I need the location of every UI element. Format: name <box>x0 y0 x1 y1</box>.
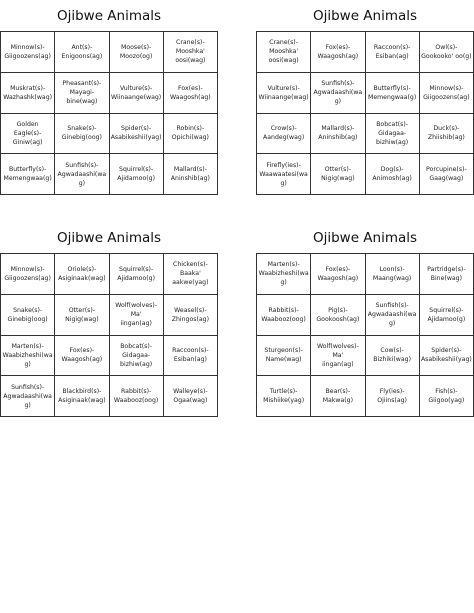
grid-cell: Mallard(s)- Aninshib(ag) <box>163 154 217 195</box>
bingo-grid <box>0 253 218 417</box>
grid-cell: Spider(s)- Asabikeshii(yag) <box>109 113 163 154</box>
bingo-card-1 <box>0 6 218 187</box>
grid-cell: Sunfish(s)- Agwadaashi(wag) <box>365 294 419 335</box>
bingo-card-3 <box>0 228 218 409</box>
grid-cell: Crow(s)- Aandeg(wag) <box>257 113 311 154</box>
grid-cell: Fly(ies)- Ojiins(ag) <box>365 376 419 417</box>
grid-row <box>1 113 218 154</box>
grid-cell: Dog(s)- Animosh(ag) <box>365 154 419 195</box>
grid-cell: Pheasant(s)- Mayagi-bine(wag) <box>55 72 109 113</box>
grid-cell: Bear(s)- Makwa(g) <box>311 376 365 417</box>
grid-cell: Butterfly(s)- Memengwaa(g) <box>1 154 55 195</box>
grid-cell: Ant(s)- Enigoons(ag) <box>55 32 109 73</box>
card-title: Ojibwe Animals <box>312 8 418 24</box>
grid-cell: Muskrat(s)- Wazhashk(wag) <box>1 72 55 113</box>
grid-cell: Cow(s)- Bizhiki(wag) <box>365 335 419 376</box>
grid-cell: Otter(s)- Nigig(wag) <box>55 294 109 335</box>
grid-row <box>257 113 474 154</box>
grid-cell: Pig(s)- Gookoosh(ag) <box>311 294 365 335</box>
grid-cell: Loon(s)- Maang(wag) <box>365 254 419 295</box>
grid-cell: Partridge(s)- Bine(wag) <box>419 254 473 295</box>
grid-cell: Otter(s)- Nigig(wag) <box>311 154 365 195</box>
grid-cell: Butterfly(s)- Memengwaa(g) <box>365 72 419 113</box>
grid-row <box>1 72 218 113</box>
grid-cell: Bobcat(s)- Gidagaa- bizhiw(ag) <box>365 113 419 154</box>
grid-cell: Moose(s)- Moozo(og) <box>109 32 163 73</box>
grid-row <box>257 254 474 295</box>
grid-cell: Vulture(s)- Wiinaange(wag) <box>109 72 163 113</box>
grid-cell: Sunfish(s)- Agwadaashi(wag) <box>55 154 109 195</box>
grid-cell: Walleye(s)- Ogaa(wag) <box>163 376 217 417</box>
grid-cell: Robin(s)- Opichi(wag) <box>163 113 217 154</box>
card-title: Ojibwe Animals <box>56 8 162 24</box>
grid-row <box>1 154 218 195</box>
grid-cell: Oriole(s)- Asiginaak(wag) <box>55 254 109 295</box>
grid-cell: Owl(s)- Gookooko' oo(g) <box>419 32 473 73</box>
grid-cell: Snake(s)- Ginebig(oog) <box>55 113 109 154</box>
grid-cell: Sunfish(s)- Agwadaashi(wag) <box>1 376 55 417</box>
grid-cell: Chicken(s)- Baaka' aakwe(yag) <box>163 254 217 295</box>
grid-cell: Fox(es)- Waagosh(ag) <box>311 32 365 73</box>
grid-cell: Sturgeon(s)- Name(wag) <box>257 335 311 376</box>
grid-row <box>1 335 218 376</box>
grid-row <box>1 254 218 295</box>
grid-cell: Vulture(s)- Wiinaange(wag) <box>257 72 311 113</box>
grid-row <box>257 72 474 113</box>
grid-cell: Raccoon(s)- Esiban(ag) <box>163 335 217 376</box>
grid-row <box>257 154 474 195</box>
grid-row <box>1 32 218 73</box>
grid-cell: Raccoon(s)- Esiban(ag) <box>365 32 419 73</box>
grid-cell: Rabbit(s)- Waabooz(oog) <box>109 376 163 417</box>
grid-cell: Bobcat(s)- Gidagaa- bizhiw(ag) <box>109 335 163 376</box>
grid-row <box>1 294 218 335</box>
grid-cell: Duck(s)- Zhiishib(ag) <box>419 113 473 154</box>
card-title: Ojibwe Animals <box>56 230 162 246</box>
grid-row <box>257 32 474 73</box>
grid-cell: Fox(es)- Waagosh(ag) <box>163 72 217 113</box>
bingo-card-4 <box>256 228 474 405</box>
bingo-grid <box>256 31 474 195</box>
grid-cell: Mallard(s)- Aninshib(ag) <box>311 113 365 154</box>
grid-cell: Firefly(ies)- Waawaatesi(wag) <box>257 154 311 195</box>
grid-cell: Fox(es)- Waagosh(ag) <box>55 335 109 376</box>
grid-cell: Marten(s)- Waabizheshi(wag) <box>1 335 55 376</box>
bingo-card-2 <box>256 6 474 187</box>
grid-cell: Spider(s)- Asabikeshii(yag) <box>419 335 473 376</box>
grid-cell: Minnow(s)- Giigoozens(ag) <box>1 254 55 295</box>
grid-cell: Porcupine(s)- Gaag(wag) <box>419 154 473 195</box>
grid-cell: Golden Eagle(s)- Giniw(ag) <box>1 113 55 154</box>
grid-cell: Crane(s)- Mooshka' oosi(wag) <box>257 32 311 73</box>
grid-cell: Sunfish(s)- Agwadaashi(wag) <box>311 72 365 113</box>
grid-cell: Minnow(s)- Giigoozens(ag) <box>1 32 55 73</box>
grid-cell: Fox(es)- Waagosh(ag) <box>311 254 365 295</box>
grid-cell: Minnow(s)- Giigoozens(ag) <box>419 72 473 113</box>
grid-cell: Crane(s)- Mooshka' oosi(wag) <box>163 32 217 73</box>
bingo-grid <box>0 31 218 195</box>
grid-row <box>1 376 218 417</box>
grid-cell: Fish(s)- Giigoo(yag) <box>419 376 473 417</box>
grid-cell: Squirrel(s)- Ajidamoo(g) <box>109 254 163 295</box>
grid-cell: Squirrel(s)- Ajidamoo(g) <box>419 294 473 335</box>
grid-cell: Wolf(wolves)- Ma' iingan(ag) <box>311 335 365 376</box>
grid-cell: Squirrel(s)- Ajidamoo(g) <box>109 154 163 195</box>
grid-cell: Marten(s)- Waabizheshi(wag) <box>257 254 311 295</box>
card-title: Ojibwe Animals <box>312 230 418 246</box>
grid-cell: Rabbit(s)- Waabooz(oog) <box>257 294 311 335</box>
grid-row <box>257 376 474 417</box>
bingo-grid <box>256 253 474 417</box>
grid-cell: Wolf(wolves)- Ma' iingan(ag) <box>109 294 163 335</box>
grid-row <box>257 294 474 335</box>
grid-cell: Snake(s)- Ginebig(oog) <box>1 294 55 335</box>
grid-cell: Turtle(s)- Mishiike(yag) <box>257 376 311 417</box>
grid-row <box>257 335 474 376</box>
grid-cell: Blackbird(s)- Asiginaak(wag) <box>55 376 109 417</box>
grid-cell: Weasel(s)- Zhingos(ag) <box>163 294 217 335</box>
